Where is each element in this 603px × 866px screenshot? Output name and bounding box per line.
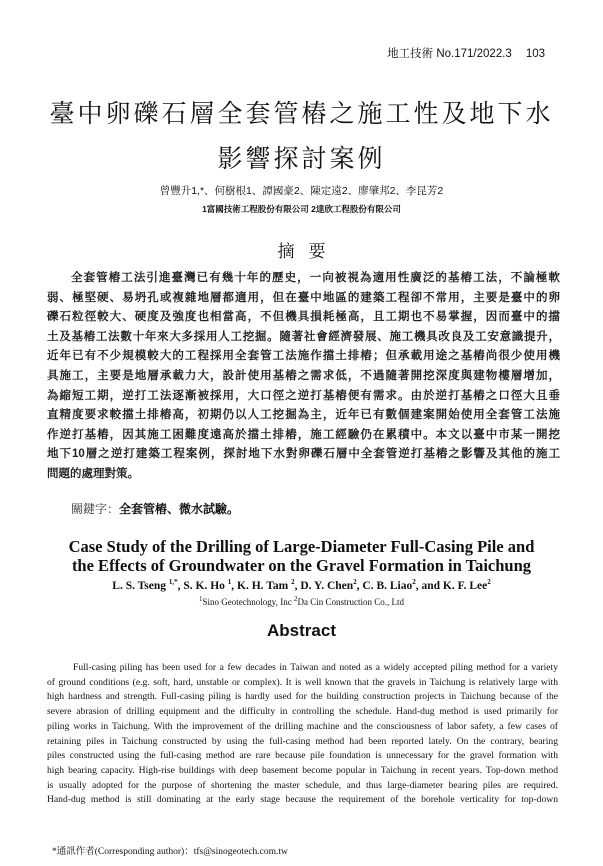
author-affiliation-mark: 1,*	[168, 578, 178, 587]
abstract-en-heading: Abstract	[267, 621, 336, 640]
keywords-label: 關鍵字：	[71, 502, 120, 516]
affiliations-zh: 1富國技術工程股份有限公司 2達欣工程股份有限公司	[202, 204, 401, 214]
author-separator: , and	[415, 580, 443, 592]
title-zh-line-1: 臺中卵礫石層全套管樁之施工性及地下水	[49, 99, 554, 128]
author-affiliation-mark: 2	[291, 578, 295, 587]
running-header	[387, 45, 545, 61]
abstract-en-line: piles constructed using the full-casing method are rare because pile foundation is unnecessary for the gravel formation with	[47, 750, 558, 762]
affiliation-name: Da Cin Construction Co., Ltd	[297, 597, 404, 607]
abstract-en-line: high hardness and strength. Full-casing piling is hardly used for the building construction projects in Taichung because of the	[47, 691, 558, 703]
authors-zh: 曾豐升1,*、何樹根1、譚國豪2、陳定遠2、廖肇邦2、李昆芳2	[159, 185, 444, 197]
title-en-line-1: Case Study of the Drilling of Large-Diameter Full-Casing Pile and	[68, 537, 535, 556]
author-name: S. K. Ho	[183, 580, 228, 592]
author-name: K. H. Tam	[237, 580, 292, 592]
author-affiliation-mark: 1	[227, 578, 232, 587]
abstract-en-line: of ground conditions (e.g. soft, hard, unstable or complex). It is well known that the gravels in Taichung is relatively large with	[47, 676, 558, 688]
keywords	[71, 500, 239, 517]
abstract-zh-line: 礫石粒徑較大、硬度及強度也相當高，不但機具損耗極高，且工期也不易掌握，因而臺中的擋	[47, 311, 560, 324]
abstract-zh-line: 土及基樁工法數十年來大多採用人工挖掘。隨著社會經濟發展、施工機具改良及工安意識提升，	[47, 330, 560, 343]
affiliation-mark: 2	[293, 595, 298, 603]
title-zh-line-2: 影響探討案例	[217, 144, 386, 173]
journal-issue: 地工技術 No.171/2022.3	[387, 48, 512, 60]
author-name: C. B. Liao	[362, 580, 413, 592]
author-affiliation-mark: 2	[487, 578, 491, 587]
author-separator: ,	[231, 580, 238, 592]
abstract-en-line: is usually adopted for the purpose of shortening the master schedule, and thus large-diameter bearing piles are required.	[47, 779, 558, 791]
abstract-zh-line: 地下10層之逆打建築工程案例，探討地下水對卵礫石層中全套管逆打基樁之影響及其他的施工	[47, 448, 560, 461]
abstract-en-line: high bearing capacity. High-rise buildings with deep basement become popular in Taichung in recent years. Top-down method	[47, 764, 558, 776]
author-separator: ,	[294, 580, 301, 592]
abstract-zh-heading: 摘要	[277, 242, 340, 261]
corresponding-author-footnote: *通訊作者(Corresponding author)：tfs@sinogeotech.com.tw	[52, 847, 288, 857]
affiliation-mark: 1	[199, 595, 203, 603]
abstract-en-line: Full-casing piling has been used for a few decades in Taiwan and noted as a widely accepted piling method for a variety	[73, 662, 558, 673]
abstract-en-line: piling works in Taichung. With the improvement of the drilling machine and the consciousness of labor safety, a few cases of	[47, 720, 558, 732]
abstract-zh-line: 為縮短工期，逆打工法逐漸被採用，大口徑之逆打基樁便有需求。由於逆打基樁之口徑大且垂	[47, 389, 560, 402]
author-affiliation-mark: 2	[412, 578, 416, 587]
title-en-line-2: the Effects of Groundwater on the Gravel Formation in Taichung	[71, 556, 532, 575]
abstract-zh-line: 具施工，主要是地層承載力大，設計使用基樁之需求低，不過隨著開挖深度與建物樓層增加，	[47, 370, 560, 382]
keywords-value: 全套管樁、微水試驗。	[119, 502, 240, 516]
author-separator: ,	[177, 580, 184, 592]
affiliation-name: Sino Geotechnology, Inc	[202, 597, 294, 607]
author-name: D. Y. Chen	[300, 580, 354, 592]
abstract-zh-line: 弱、極堅硬、易坍孔或複雜地層都適用，但在臺中地區的建築工程卻不常用，主要是臺中的卵	[47, 291, 560, 304]
author-separator: ,	[356, 580, 363, 592]
abstract-zh-line: 直精度要求較擋土排樁高，初期仍以人工挖掘為主，近年已有數個建案開始使用全套管工法施	[47, 409, 560, 422]
page-number: 103	[525, 48, 545, 60]
abstract-zh-line: 近年已有不少規模較大的工程採用全套管工法施作擋土排樁；但承載用途之基樁尚很少使用機	[47, 350, 560, 363]
abstract-zh-line: 作逆打基樁，因其施工困難度遠高於擋土排樁，施工經驗仍在累積中。本文以臺中市某一開挖	[47, 428, 560, 441]
abstract-en-line: severe abrasion of drilling equipment and the difficulty in controlling the schedule. Hand-dug method is used primarily for	[47, 706, 558, 718]
authors-en	[0, 580, 603, 592]
affiliations-en	[0, 597, 603, 607]
abstract-en-line: Hand-dug method is still dominating at the early stage because the requirement of the borehole verticality for top-down	[47, 794, 558, 806]
author-affiliation-mark: 2	[353, 578, 357, 587]
abstract-zh-line: 問題的處理對策。	[47, 468, 139, 480]
author-name: K. F. Lee	[442, 580, 488, 592]
author-name: L. S. Tseng	[112, 580, 169, 592]
abstract-en-line: retaining piles in Taichung constructed by using the full-casing method had been reported lately. On the contrary, bearing	[47, 735, 558, 747]
abstract-zh-line: 全套管樁工法引進臺灣已有幾十年的歷史，一向被視為適用性廣泛的基樁工法，不論極軟	[71, 272, 560, 284]
